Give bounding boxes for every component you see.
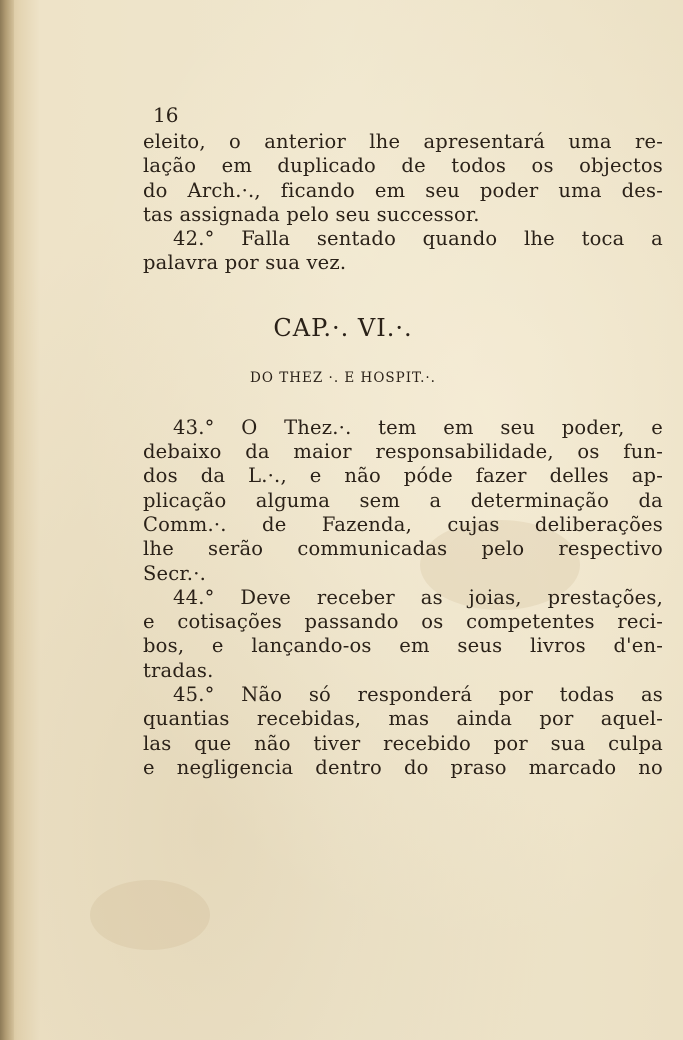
text-line: e negligencia dentro do praso marcado no bbox=[143, 755, 663, 779]
text-line: 42.° Falla sentado quando lhe toca a bbox=[173, 227, 663, 251]
chapter-heading: CAP.·. VI.·. bbox=[273, 313, 413, 342]
paragraph-45 bbox=[143, 683, 663, 780]
paper-stain bbox=[90, 880, 210, 950]
page-binding-edge bbox=[0, 0, 14, 1040]
text-line: tas assignada pelo seu successor. bbox=[143, 202, 480, 226]
text-line: tradas. bbox=[143, 658, 214, 682]
text-line: 43.° O Thez.·. tem em seu poder, e bbox=[173, 415, 663, 439]
text-line: 44.° Deve receber as joias, prestações, bbox=[173, 585, 663, 609]
text-line: palavra por sua vez. bbox=[143, 251, 347, 275]
text-line: Comm.·. de Fazenda, cujas deliberações bbox=[143, 512, 663, 536]
text-line: quantias recebidas, mas ainda por aquel- bbox=[143, 707, 663, 731]
text-line: las que não tiver recebido por sua culpa bbox=[143, 731, 663, 755]
text-line: debaixo da maior responsabilidade, os fun- bbox=[143, 440, 663, 464]
page-number: 16 bbox=[153, 103, 179, 127]
paragraph-44 bbox=[143, 586, 663, 683]
page-text bbox=[143, 100, 663, 780]
text-line: dos da L.·., e não póde fazer delles ap- bbox=[143, 464, 663, 488]
text-line: lhe serão communicadas pelo respectivo bbox=[143, 537, 663, 561]
text-line: 45.° Não só responderá por todas as bbox=[173, 683, 663, 707]
paragraph-43 bbox=[143, 416, 663, 586]
paragraph-continuation bbox=[143, 130, 663, 227]
text-line: do Arch.·., ficando em seu poder uma des- bbox=[143, 178, 663, 202]
paragraph-42 bbox=[143, 227, 663, 276]
text-line: bos, e lançando-os em seus livros d'en- bbox=[143, 634, 663, 658]
text-line: e cotisações passando os competentes reci- bbox=[143, 610, 663, 634]
text-line: eleito, o anterior lhe apresentará uma re- bbox=[143, 130, 663, 153]
chapter-subtitle: DO THEZ ·. E HOSPIT.·. bbox=[250, 369, 436, 386]
text-line: plicação alguma sem a determinação da bbox=[143, 488, 663, 512]
text-line: lação em duplicado de todos os objectos bbox=[143, 154, 663, 178]
text-line: Secr.·. bbox=[143, 561, 206, 585]
